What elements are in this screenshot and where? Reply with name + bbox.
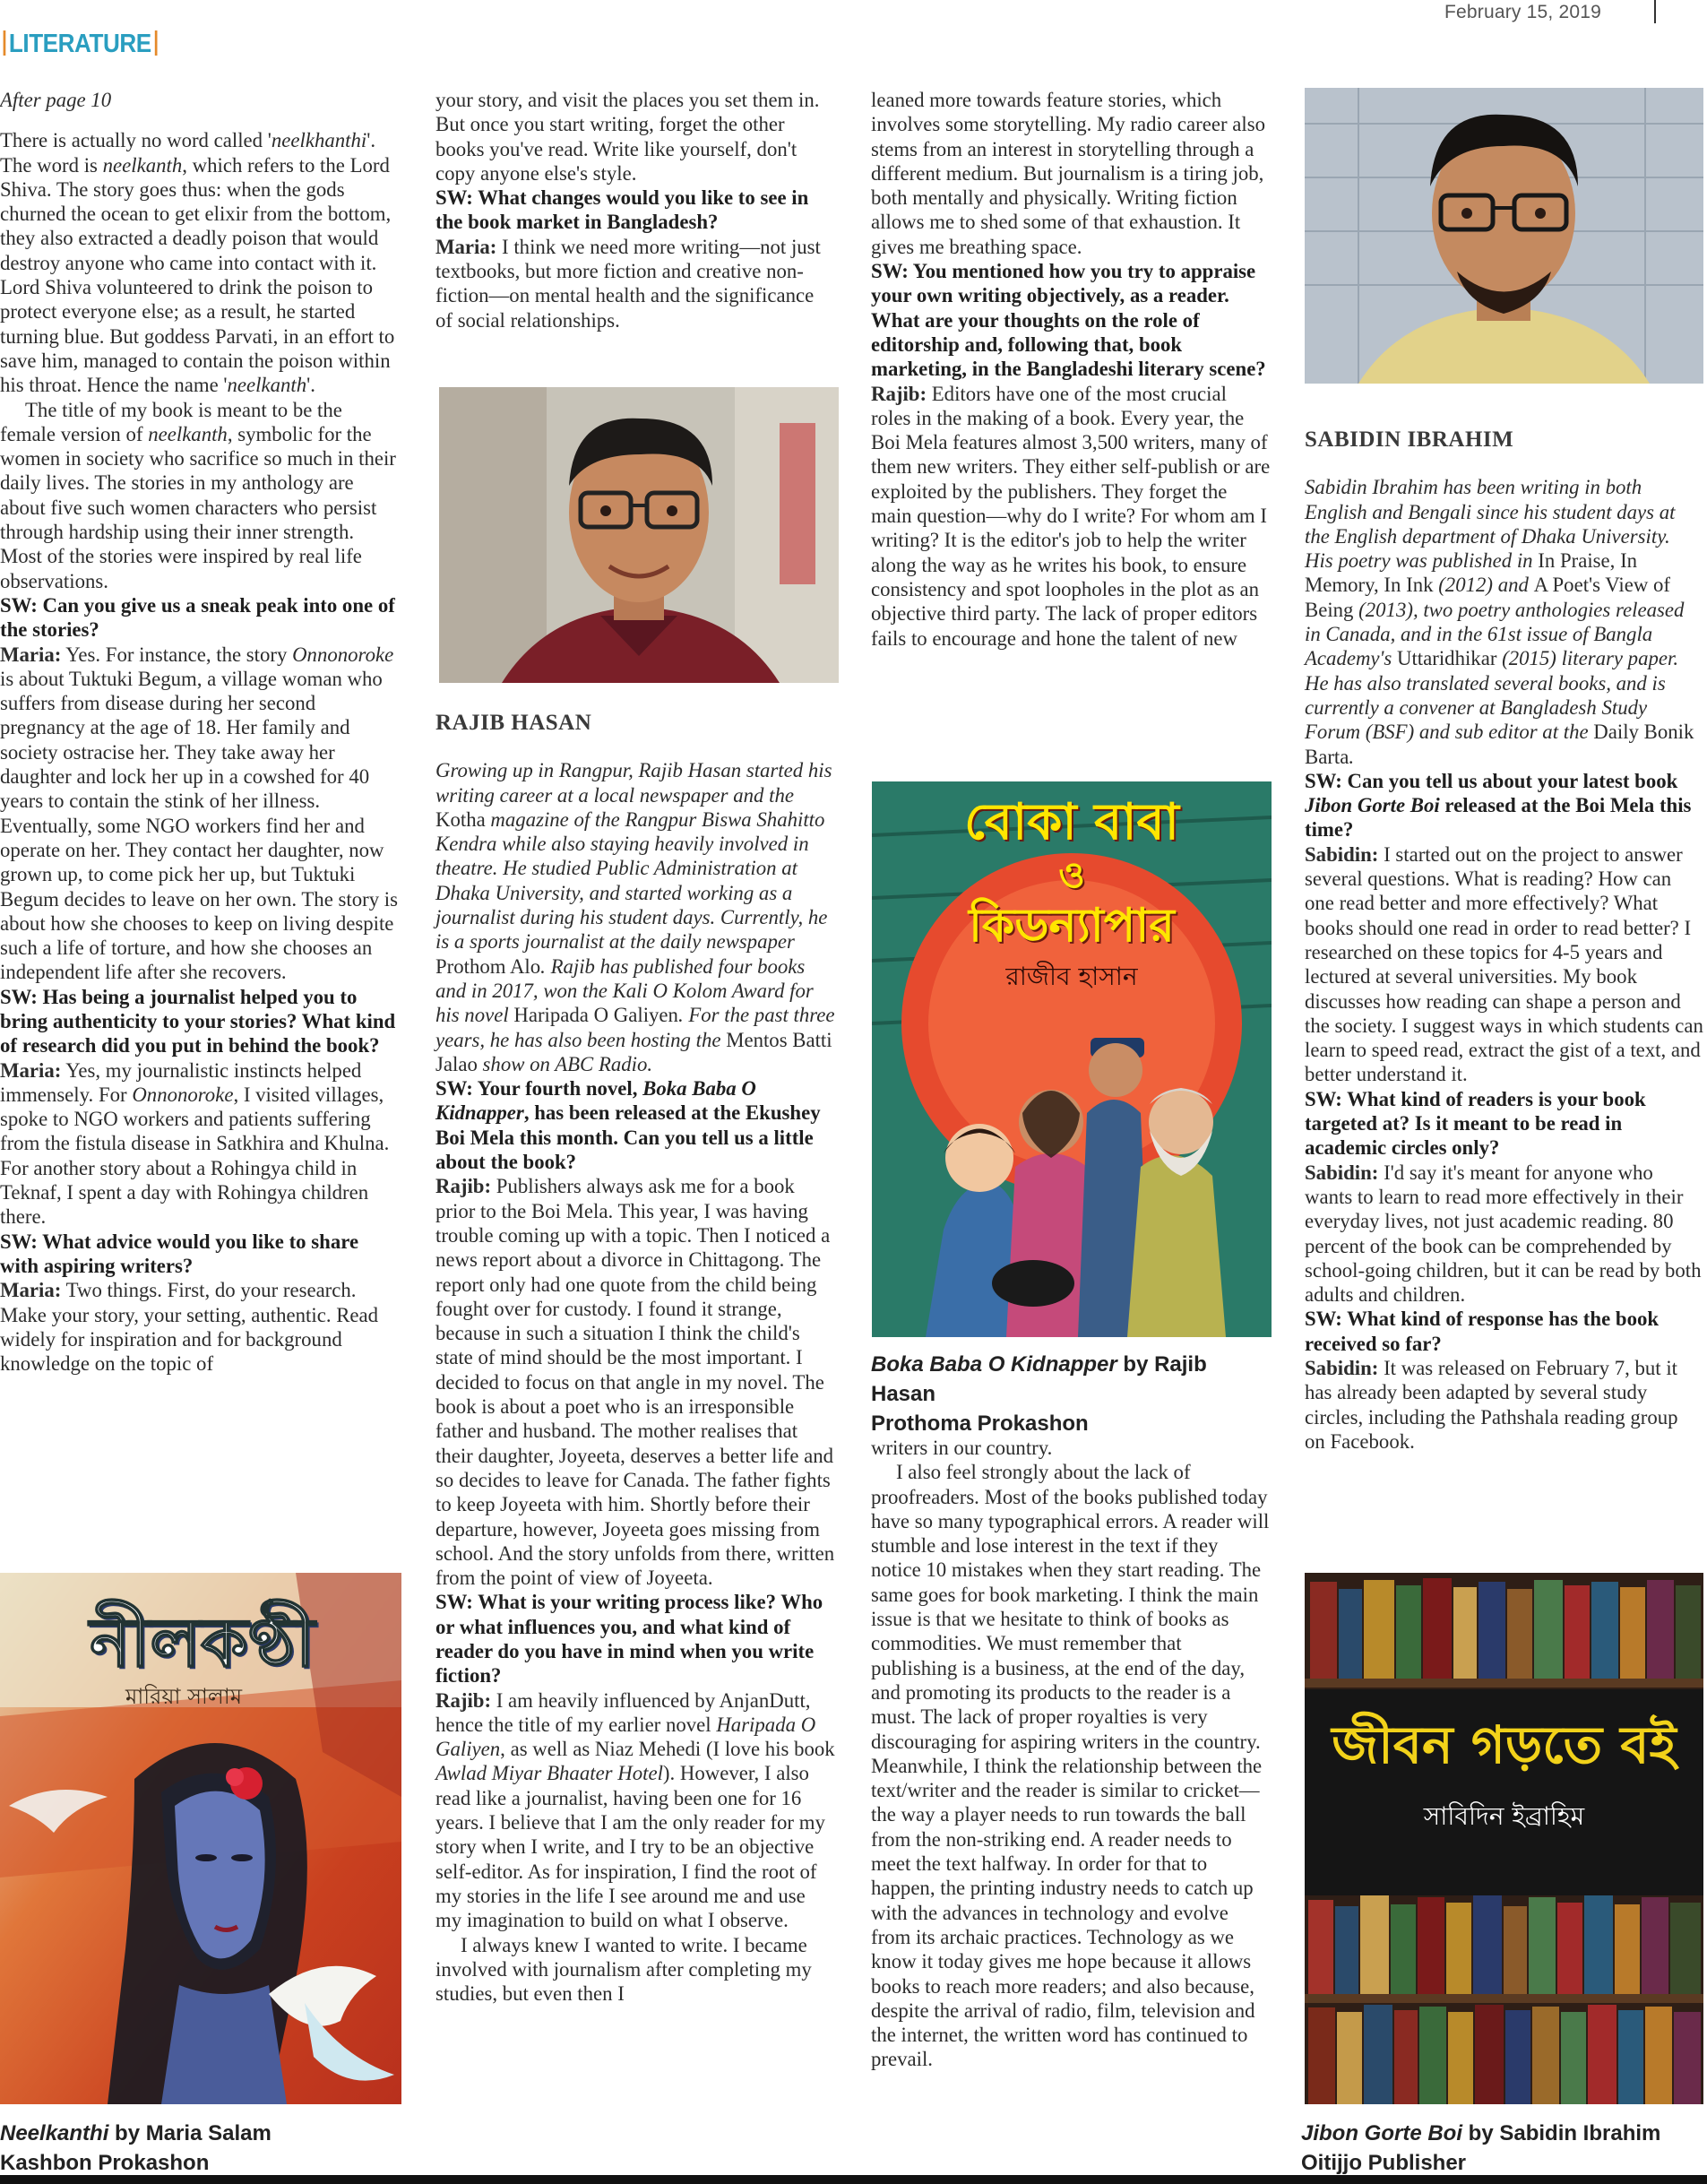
- interview-question: [435, 1076, 835, 1174]
- text: It was released on February 7, but it has already been adapted by several study circles, including the Pathshala reading group on Facebook.: [1305, 1356, 1678, 1453]
- neelkanthi-cover-title: নীলকণ্ঠী: [90, 1602, 315, 1682]
- author-name-sabidin-ibrahim: SABIDIN IBRAHIM: [1305, 427, 1514, 452]
- speaker-label: Rajib:: [435, 1175, 492, 1198]
- column-2-top-text: [435, 88, 835, 332]
- text: , which refers to the Lord Shiva. The story goes thus: when the gods churned the ocean to get elixir from the bottom, they also extracted a deadly poison that would destroy anyone who came into contact with it. Lord Shiva volunteered to drink the poison to protect everyone else; as a result, he started turning blue. But goddess Parvati, in an effort to save him, managed to contain the poison within his throat. Hence the name ': [0, 153, 395, 397]
- text: , I visited villages, spoke to NGO workers and patients suffering from the fistula disease in Satkhira and Khulna. For another story about a Rohingya child in Teknaf, I spent a day with Rohingya children there.: [0, 1083, 390, 1229]
- interview-answer: [0, 1278, 400, 1376]
- caption-line: [1301, 2119, 1703, 2148]
- text: Editors have one of the most crucial roles in the making of a book. Every year, the Boi Mela features almost 3,500 writers, many of them new writers. They either self-publish or are exploited by the publishers. They forget the main question—why do I write? For whom am I writing? It is the editor's job to help the writer along the way as he writes his book, to ensure consistency and spot loopholes in the plot as an objective third party. The lack of proper editors fails to encourage and hone the talent of new: [871, 382, 1271, 650]
- interview-answer: [435, 235, 835, 332]
- paragraph: [0, 398, 400, 593]
- interview-answer: [1305, 1356, 1703, 1454]
- text: SW: Your fourth novel,: [435, 1077, 643, 1101]
- paragraph: your story, and visit the places you set them in. But once you start writing, forget the other books you've read. Write like yourself, don't copy anyone else's style.: [435, 89, 820, 185]
- boka-baba-book-cover: [872, 781, 1272, 1337]
- paragraph: writers in our country.: [871, 1437, 1053, 1459]
- text: (2012) and: [1433, 574, 1534, 597]
- text: released at the Boi Mela this time?: [1305, 794, 1692, 842]
- text: Publishers always ask me for a book prior to the Boi Mela. This year, I was having trouble coming up with a topic. Then I noticed a news report about a divorce in Chittagong. The report only had one quote from the child being fought over for custody. I found it strange, because in such a situation I think the child's state of mind should be the most important. I decided to focus on that angle in my novel. The book is about a poet who is an irresponsible father and husband. The mother realises that their daughter, Joyeeta, deserves a better life and so decides to leave for Canada. The father fights to keep Joyeeta with him. Shortly before their departure, however, Joyeeta goes missing from school. And the story unfolds from there, written from the point of view of Joyeeta.: [435, 1175, 835, 1590]
- text: neelkhanthi: [271, 129, 367, 152]
- text: (2013), two poetry anthologies released in Canada, and in the 61st issue of Bangla Academy's: [1305, 598, 1685, 670]
- column-3-bottom-text: [871, 1436, 1271, 2072]
- text: , has been released at the Ekushey Boi Mela this month. Can you tell us a little about the book?: [435, 1101, 821, 1174]
- text: '. The word is: [0, 129, 376, 177]
- caption-line: [0, 2119, 401, 2148]
- text: . Rajib has published four books and in 2017, won the Kali O Kolom Award for his novel: [435, 954, 814, 1027]
- text: Daily Bonik Barta: [1305, 721, 1694, 768]
- column-3-top-text: [871, 88, 1271, 651]
- caption-publisher: Oitijjo Publisher: [1301, 2151, 1467, 2175]
- text: In Praise, In Memory, In Ink: [1305, 549, 1638, 597]
- text: magazine of the Rangpur Biswa Shahitto Kendra while also staying heavily involved in theatre. He studied Public Administration at Dhaka University, and started working as a journalist during his student days. Currently, he is a sports journalist at the daily newspaper: [435, 807, 828, 954]
- author-bio: [435, 758, 835, 1076]
- neelkanthi-cover-author: মারিয়া সালাম: [125, 1684, 243, 1709]
- text: Haripada O Galiyen: [435, 1713, 816, 1761]
- text: Growing up in Rangpur, Rajib Hasan started his writing career at a local newspaper and the: [435, 759, 832, 807]
- sabidin-ibrahim-portrait: [1305, 88, 1703, 384]
- paragraph: [0, 128, 400, 397]
- caption-line: [871, 1350, 1271, 1409]
- text: A Poet's View of Being: [1305, 574, 1670, 621]
- speaker-label: Rajib:: [435, 1688, 492, 1712]
- caption-title: Boka Baba O Kidnapper: [871, 1352, 1117, 1377]
- speaker-label: Maria:: [0, 1279, 62, 1302]
- rajib-hasan-portrait: [439, 387, 839, 683]
- bottom-border: [0, 2175, 1707, 2184]
- header-divider: [1654, 0, 1656, 23]
- interview-question: SW: Has being a journalist helped you to bring authenticity to your stories? What kind of research did you put in behind the book?: [0, 985, 396, 1057]
- paragraph: I also feel strongly about the lack of proofreaders. Most of the books published today have so many typographical errors. A reader will stumble and lose interest in the text if they notice 10 mistakes when they start reading. The same goes for book marketing. I think the main issue is that we hesitate to think of books as commodities. We must remember that publishing is a business, at the end of the day, and promoting its products to the reader is a must. The lack of proper royalties is very discouraging for aspiring writers in the country. Meanwhile, I think the relationship between the text/writer and the reader is similar to cricket—the way a player needs to run towards the ball from the non-striking end. A reader needs to meet the text halfway. In order for that to happen, the printing industry needs to catch up with the advances in technology and evolve from its archaic practices. Technology as we know it today gives me hope because it allows books to reach more readers; and also because, despite the arrival of radio, film, television and the internet, the written word has continued to prevail.: [871, 1461, 1270, 2071]
- text: Onnonoroke: [132, 1083, 234, 1106]
- interview-answer: [1305, 1161, 1703, 1308]
- interview-answer: [0, 1058, 400, 1230]
- text: .: [1349, 745, 1355, 768]
- caption-publisher: Kashbon Prokashon: [0, 2151, 210, 2175]
- text: Sabidin Ibrahim has been writing in both English and Bengali since his student days at the English department of Dhaka University. His poetry was published in: [1305, 476, 1676, 573]
- author-bio: [1305, 475, 1703, 769]
- caption-author: by Rajib Hasan: [871, 1352, 1207, 1406]
- sabidin-ibrahim-photo: [1305, 88, 1703, 384]
- section-label: [0, 30, 160, 59]
- interview-question: SW: What advice would you like to share with aspiring writers?: [0, 1230, 359, 1277]
- text: Jibon Gorte Boi: [1305, 794, 1440, 817]
- neelkanthi-book-cover: [0, 1573, 401, 2104]
- caption-title: Neelkanthi: [0, 2121, 109, 2145]
- cover-title-line: বোকা বাবা: [964, 793, 1179, 851]
- continuation-note: After page 10: [0, 89, 112, 111]
- interview-question: SW: Can you give us a sneak peak into one of the stories?: [0, 593, 395, 642]
- text: Yes, my journalistic instincts helped immensely. For: [0, 1058, 362, 1106]
- text: There is actually no word called ': [0, 129, 272, 152]
- section-bar-right: [154, 30, 157, 56]
- text: Onnonoroke: [292, 643, 394, 666]
- text: Two things. First, do your research. Make your story, your setting, authentic. Read widely for inspiration and for background knowledge on the topic of: [0, 1279, 379, 1376]
- header-date: February 15, 2019: [1444, 2, 1602, 22]
- text: show on ABC Radio.: [477, 1052, 653, 1075]
- caption-author: by Sabidin Ibrahim: [1462, 2121, 1661, 2145]
- interview-question: SW: What kind of response has the book received so far?: [1305, 1308, 1660, 1355]
- interview-answer: [871, 382, 1271, 651]
- speaker-label: Sabidin:: [1305, 1161, 1379, 1184]
- paragraph: leaned more towards feature stories, which involves some storytelling. My radio career also stems from an interest in storytelling through a different medium. But journalism is a tiring job, both mentally and physically. Writing fiction allows me to shed some of that exhaustion. It gives me breathing space.: [871, 89, 1265, 258]
- speaker-label: Rajib:: [871, 382, 927, 405]
- speaker-label: Sabidin:: [1305, 1356, 1379, 1379]
- text: neelkanth: [227, 374, 307, 397]
- caption-title: Jibon Gorte Boi: [1301, 2121, 1462, 2145]
- speaker-label: Maria:: [0, 643, 62, 666]
- jibon-gorte-boi-cover-author: সাবিদিন ইব্রাহিম: [1423, 1801, 1585, 1831]
- caption-publisher: Prothoma Prokashon: [871, 1411, 1089, 1436]
- text: Haripada O Galiyen: [513, 1004, 678, 1027]
- column-4-text: [1305, 427, 1703, 1454]
- speaker-label: Maria:: [0, 1058, 62, 1082]
- interview-answer: [435, 1174, 835, 1590]
- text: is about Tuktuki Begum, a village woman who suffers from disease during her second pregnancy at the age of 18. Her family and society ostracise her. They take away her daughter and lock her up in a cowshed for 40 years to contain the stink of her illness. Eventually, some NGO workers find her and operate on her. They contact her daughter, now grown up, to come pick her up, but Tuktuki Begum decides to leave on her own. The story is about how she chooses to keep on living despite such a life of torture, and how she chooses an independent life after she recovers.: [0, 667, 399, 984]
- jibon-gorte-boi-caption: [1301, 2119, 1703, 2178]
- interview-answer: [1305, 842, 1703, 1087]
- interview-question: SW: What is your writing process like? Who or what influences you, and what kind of reader do you have in mind when you write fiction?: [435, 1591, 823, 1688]
- text: The title of my book is meant to be the female version of: [0, 398, 342, 445]
- cover-title-line: কিডন্যাপার: [969, 899, 1175, 953]
- interview-question: SW: What kind of readers is your book targeted at? Is it meant to be read in academic circles only?: [1305, 1087, 1646, 1160]
- text: '.: [306, 374, 315, 397]
- section-label-text: LITERATURE: [8, 30, 151, 58]
- paragraph: I always knew I wanted to write. I became involved with journalism after completing my studies, but even then I: [435, 1933, 812, 2006]
- interview-question: [1305, 769, 1703, 842]
- author-name-rajib-hasan: RAJIB HASAN: [435, 711, 592, 735]
- cover-title-line: ও: [1058, 855, 1085, 896]
- neelkanthi-caption: [0, 2119, 401, 2178]
- text: Prothom Alo: [435, 954, 541, 978]
- text: SW: Can you tell us about your latest book: [1305, 769, 1678, 792]
- text: , as well as Niaz Mehedi (I love his book: [500, 1738, 835, 1761]
- text: ). However, I also read like a journalist, having been one for 16 years. I believe that I am the only reader for my story when I write, and I try to be an objective self-editor. As for inspiration, I find the root of my stories in the life I see around me and use my imagination to build on what I observe.: [435, 1762, 825, 1932]
- text: (2015) literary paper. He has also translated several books, and is currently a convener at Bangladesh Study Forum (BSF) and sub editor at the: [1305, 647, 1679, 744]
- speaker-label: Sabidin:: [1305, 842, 1379, 866]
- column-2-bottom-text: [435, 711, 835, 2006]
- section-bar-left: [4, 30, 6, 56]
- text: neelkanth: [102, 153, 183, 177]
- boka-baba-cover-title: [872, 790, 1272, 955]
- jibon-gorte-boi-book-cover: [1305, 1573, 1703, 2104]
- interview-answer: [435, 1688, 835, 1933]
- boka-baba-caption: [871, 1350, 1271, 1438]
- text: Mentos Batti Jalao: [435, 1028, 832, 1075]
- interview-question: SW: You mentioned how you try to appraise your own writing objectively, as a reader. What are your thoughts on the role of editorship and, following that, book marketing, in the Bangladeshi literary scene?: [871, 260, 1266, 381]
- text: I think we need more writing—not just textbooks, but more fiction and creative non-fiction—on mental health and the significance of social relationships.: [435, 235, 821, 332]
- text: , symbolic for the women in society who sacrifice so much in their daily lives. The stories in my anthology are about five such women characters who persist through hardship using their inner strength. Most of the stories were inspired by real life observations.: [0, 422, 396, 592]
- jibon-gorte-boi-cover-title: জীবন গড়তে বই: [1332, 1714, 1677, 1775]
- text: Kotha: [435, 807, 486, 831]
- text: Awlad Miyar Bhaater Hotel: [435, 1762, 663, 1785]
- text: I am heavily influenced by AnjanDutt, hence the title of my earlier novel: [435, 1688, 811, 1736]
- boka-baba-cover-author: রাজীব হাসান: [1005, 962, 1138, 991]
- text: I'd say it's meant for anyone who wants to learn to read more effectively in their everyday lives, not just academic reading. 80 percent of the book can be comprehended by school-going children, but it can be read by both adults and children.: [1305, 1161, 1702, 1307]
- text: neelkanth: [148, 422, 228, 445]
- text: Uttaridhikar: [1397, 647, 1497, 670]
- speaker-label: Maria:: [435, 235, 497, 258]
- text: . For the past three years, he has also been hosting the: [435, 1004, 835, 1051]
- interview-answer: [0, 643, 400, 985]
- text: Boka Baba O Kidnapper: [435, 1077, 756, 1125]
- text: I started out on the project to answer several questions. What is reading? How can one read better and more effectively? What books should one read in order to read better? I researched on these topics for 4-5 years and lectured at several universities. My book discusses how reading can shape a person and the society. I suggest ways in which students can learn to speed read, extract the gist of a text, and better understand it.: [1305, 842, 1703, 1086]
- rajib-hasan-photo: [439, 387, 839, 683]
- column-1-text: [0, 88, 400, 1376]
- interview-question: SW: What changes would you like to see in the book market in Bangladesh?: [435, 186, 809, 234]
- caption-author: by Maria Salam: [108, 2121, 272, 2145]
- text: Yes. For instance, the story: [61, 643, 293, 666]
